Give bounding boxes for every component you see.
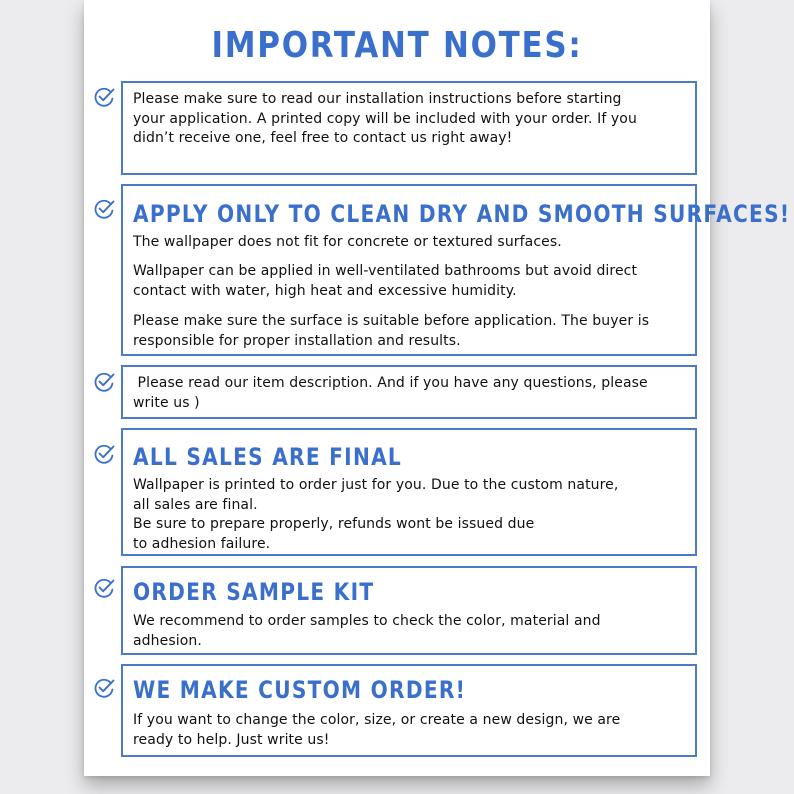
section-heading: ALL SALES ARE FINAL	[133, 443, 403, 471]
note-line: Please read our item description. And if you have any questions, please	[133, 375, 648, 391]
note-paragraph	[133, 233, 687, 253]
note-line: all sales are final.	[133, 496, 258, 513]
notes-sheet	[84, 0, 791, 776]
note-line: your application. A printed copy will be included with your order. If you	[133, 110, 637, 127]
note-box-sample-kit	[121, 566, 697, 655]
note-box-surfaces	[121, 184, 791, 356]
note-line: Wallpaper is printed to order just for you. Due to the custom nature,	[133, 477, 619, 493]
page-title: IMPORTANT NOTES:	[211, 25, 583, 66]
note-line: to adhesion failure.	[133, 535, 271, 552]
note-line: adhesion.	[133, 632, 202, 649]
note-paragraph	[133, 711, 687, 750]
note-box-installation	[121, 81, 697, 175]
note-line: contact with water, high heat and excessive humidity.	[133, 282, 517, 299]
note-paragraph	[133, 262, 687, 301]
note-line: The wallpaper does not fit for concrete or textured surfaces.	[133, 234, 562, 250]
check-circle-icon	[93, 86, 115, 108]
note-line: Please make sure to read our installation instructions before starting	[133, 91, 622, 107]
note-line: responsible for proper installation and results.	[133, 332, 461, 349]
note-box-description	[121, 365, 697, 419]
note-box-sales-final	[121, 428, 697, 556]
section-heading: APPLY ONLY TO CLEAN DRY AND SMOOTH SURFACES!	[133, 200, 791, 228]
note-line: Wallpaper can be applied in well-ventilated bathrooms but avoid direct	[133, 263, 638, 279]
note-line: If you want to change the color, size, or create a new design, we are	[133, 712, 621, 728]
note-paragraph	[133, 476, 687, 554]
note-line: didn’t receive one, feel free to contact us right away!	[133, 130, 513, 146]
check-circle-icon	[93, 677, 115, 699]
note-line: write us )	[133, 394, 200, 411]
note-paragraph	[133, 374, 687, 413]
note-paragraph	[133, 90, 687, 149]
note-line: We recommend to order samples to check the color, material and	[133, 613, 601, 629]
check-circle-icon	[93, 443, 115, 465]
note-paragraph	[133, 612, 687, 651]
check-circle-icon	[93, 577, 115, 599]
note-paragraph	[133, 312, 687, 351]
section-heading: ORDER SAMPLE KIT	[133, 578, 375, 606]
note-box-custom-order	[121, 664, 697, 757]
check-circle-icon	[93, 371, 115, 393]
note-line: ready to help. Just write us!	[133, 731, 330, 748]
section-heading: WE MAKE CUSTOM ORDER!	[133, 676, 467, 704]
note-line: Please make sure the surface is suitable before application. The buyer is	[133, 313, 650, 329]
check-circle-icon	[93, 198, 115, 220]
note-line: Be sure to prepare properly, refunds wont be issued due	[133, 516, 535, 532]
